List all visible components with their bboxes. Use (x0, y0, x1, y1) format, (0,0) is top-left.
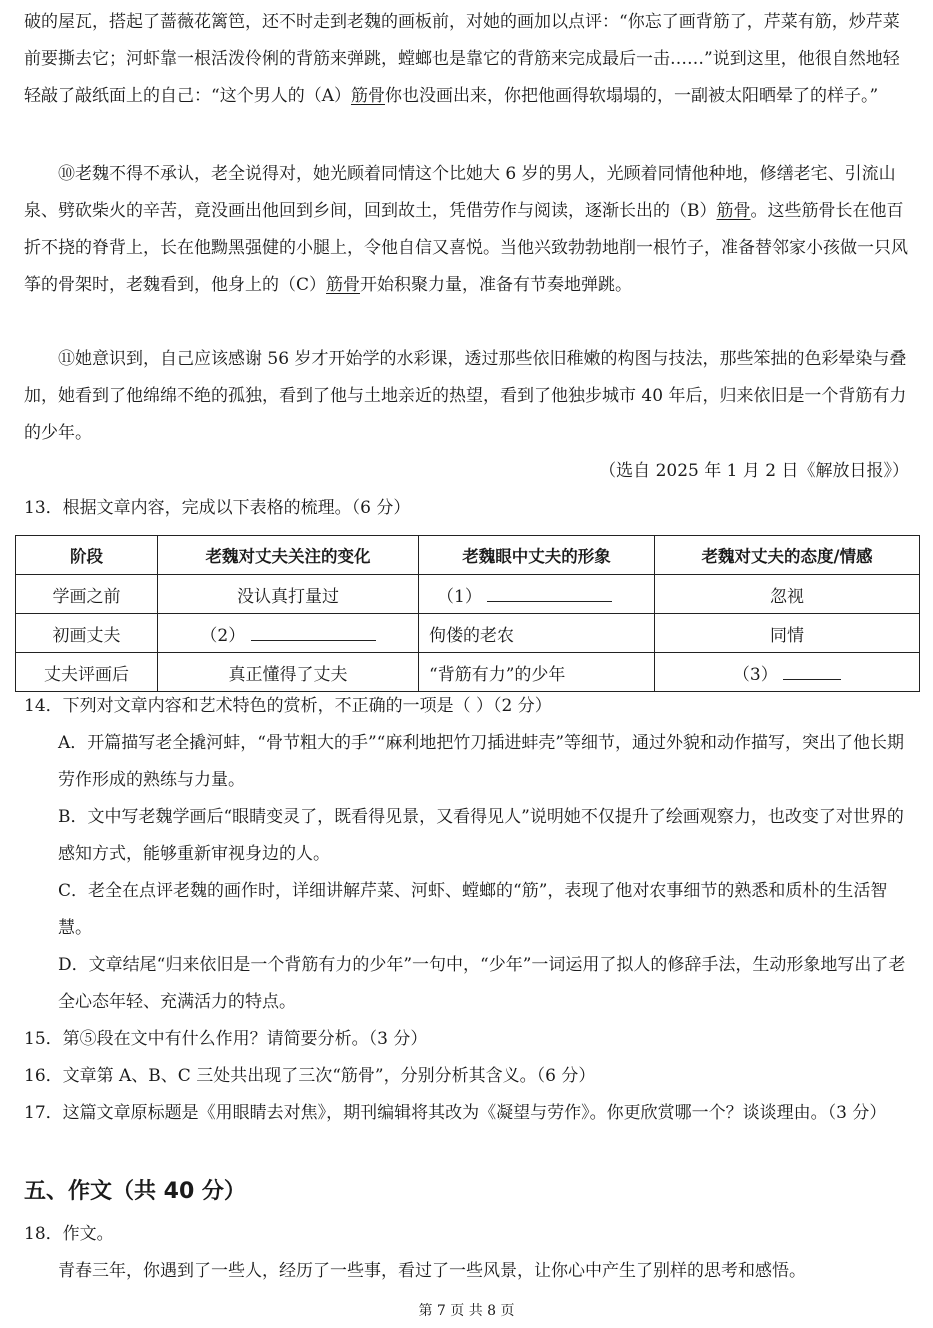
table-cell: 佝偻的老农 (419, 614, 655, 653)
table-cell: 初画丈夫 (16, 614, 158, 653)
table-cell: 丈夫评画后 (16, 653, 158, 692)
table-cell: 没认真打量过 (158, 575, 419, 614)
question-13-table (15, 535, 920, 692)
question-14-option-a[interactable]: A．开篇描写老全撬河蚌，“骨节粗大的手”“麻利地把竹刀插进蚌壳”等细节，通过外貌和动作描写，突出了他长期劳作形成的熟练与力量。 (58, 733, 905, 790)
table-header: 老魏对丈夫的态度/情感 (655, 536, 920, 575)
answer-blank-1[interactable]: （1） (419, 575, 655, 614)
passage-paragraph-11: ⑪她意识到，自己应该感谢 56 岁才开始学的水彩课，透过那些依旧稚嫩的构图与技法，那些笨拙的色彩晕染与叠加，她看到了他绵绵不绝的孤独，看到了他与土地亲近的热望，看到了他独步城市 40 年后，归来依旧是一个背筋有力的少年。 (24, 349, 907, 443)
passage-paragraph-10: ⑩老魏不得不承认，老全说得对，她光顾着同情这个比她大 6 岁的男人，光顾着同情他种地，修缮老宅、引流山泉、劈砍柴火的辛苦，竟没画出他回到乡间，回到故土，凭借劳作与阅读，逐渐长出的（B）筋骨。这些筋骨长在他百折不挠的脊背上，长在他黝黑强健的小腿上，令他自信又喜悦。当他兴致勃勃地削一根竹子，准备替邻家小孩做一只风筝的骨架时，老魏看到，他身上的（C）筋骨开始积聚力量，准备有节奏地弹跳。 (24, 164, 908, 295)
passage-paragraph-9: 破的屋瓦，搭起了蔷薇花篱笆，还不时走到老魏的画板前，对她的画加以点评：“你忘了画背筋了，芹菜有筋，炒芹菜前要撕去它；河虾靠一根活泼伶俐的背筋来弹跳，螳螂也是靠它的背筋来完成最后一击……”说到这里，他很自然地轻轻敲了敲纸面上的自己：“这个男人的（A）筋骨你也没画出来，你把他画得软塌塌的，一副被太阳晒晕了的样子。” (24, 12, 900, 106)
table-header: 老魏对丈夫关注的变化 (158, 536, 419, 575)
answer-blank-2[interactable]: （2） (158, 614, 419, 653)
answer-blank-3[interactable]: （3） (655, 653, 920, 692)
question-15: 15．第⑤段在文中有什么作用？请简要分析。（3 分） (24, 1029, 428, 1049)
term-a: 筋骨 (350, 86, 385, 106)
question-13-prompt: 13．根据文章内容，完成以下表格的梳理。（6 分） (24, 498, 411, 518)
term-b: 筋骨 (716, 201, 751, 221)
question-14-prompt: 14．下列对文章内容和艺术特色的赏析，不正确的一项是（ ）（2 分） (24, 696, 552, 716)
table-header: 老魏眼中丈夫的形象 (419, 536, 655, 575)
question-18: 18．作文。 (24, 1224, 114, 1244)
source-citation: （选自 2025 年 1 月 2 日《解放日报》） (599, 461, 909, 481)
section-heading-composition: 五、作文（共 40 分） (24, 1179, 246, 1204)
table-cell: 忽视 (655, 575, 920, 614)
table-header-row (16, 536, 920, 575)
table-row (16, 653, 920, 692)
question-14-option-b[interactable]: B．文中写老魏学画后“眼睛变灵了，既看得见景，又看得见人”说明她不仅提升了绘画观察力，也改变了对世界的感知方式，能够重新审视身边的人。 (58, 807, 904, 864)
question-18-prompt: 青春三年，你遇到了一些人，经历了一些事，看过了一些风景，让你心中产生了别样的思考和感悟。 (58, 1261, 806, 1281)
question-16: 16．文章第 A、B、C 三处共出现了三次“筋骨”，分别分析其含义。（6 分） (24, 1066, 596, 1086)
question-17: 17．这篇文章原标题是《用眼睛去对焦》，期刊编辑将其改为《凝望与劳作》。你更欣赏哪一个？谈谈理由。（3 分） (24, 1103, 887, 1123)
page-number: 第 7 页 共 8 页 (418, 1303, 515, 1319)
table-cell: 真正懂得了丈夫 (158, 653, 419, 692)
table-row (16, 575, 920, 614)
table-cell: 同情 (655, 614, 920, 653)
table-cell: 学画之前 (16, 575, 158, 614)
table-header: 阶段 (16, 536, 158, 575)
table-row (16, 614, 920, 653)
question-14-option-d[interactable]: D．文章结尾“归来依旧是一个背筋有力的少年”一句中，“少年”一词运用了拟人的修辞手法，生动形象地写出了老全心态年轻、充满活力的特点。 (58, 955, 906, 1012)
table-cell: “背筋有力”的少年 (419, 653, 655, 692)
question-14-option-c[interactable]: C．老全在点评老魏的画作时，详细讲解芹菜、河虾、螳螂的“筋”，表现了他对农事细节的熟悉和质朴的生活智慧。 (58, 881, 888, 938)
term-c: 筋骨 (326, 275, 361, 295)
